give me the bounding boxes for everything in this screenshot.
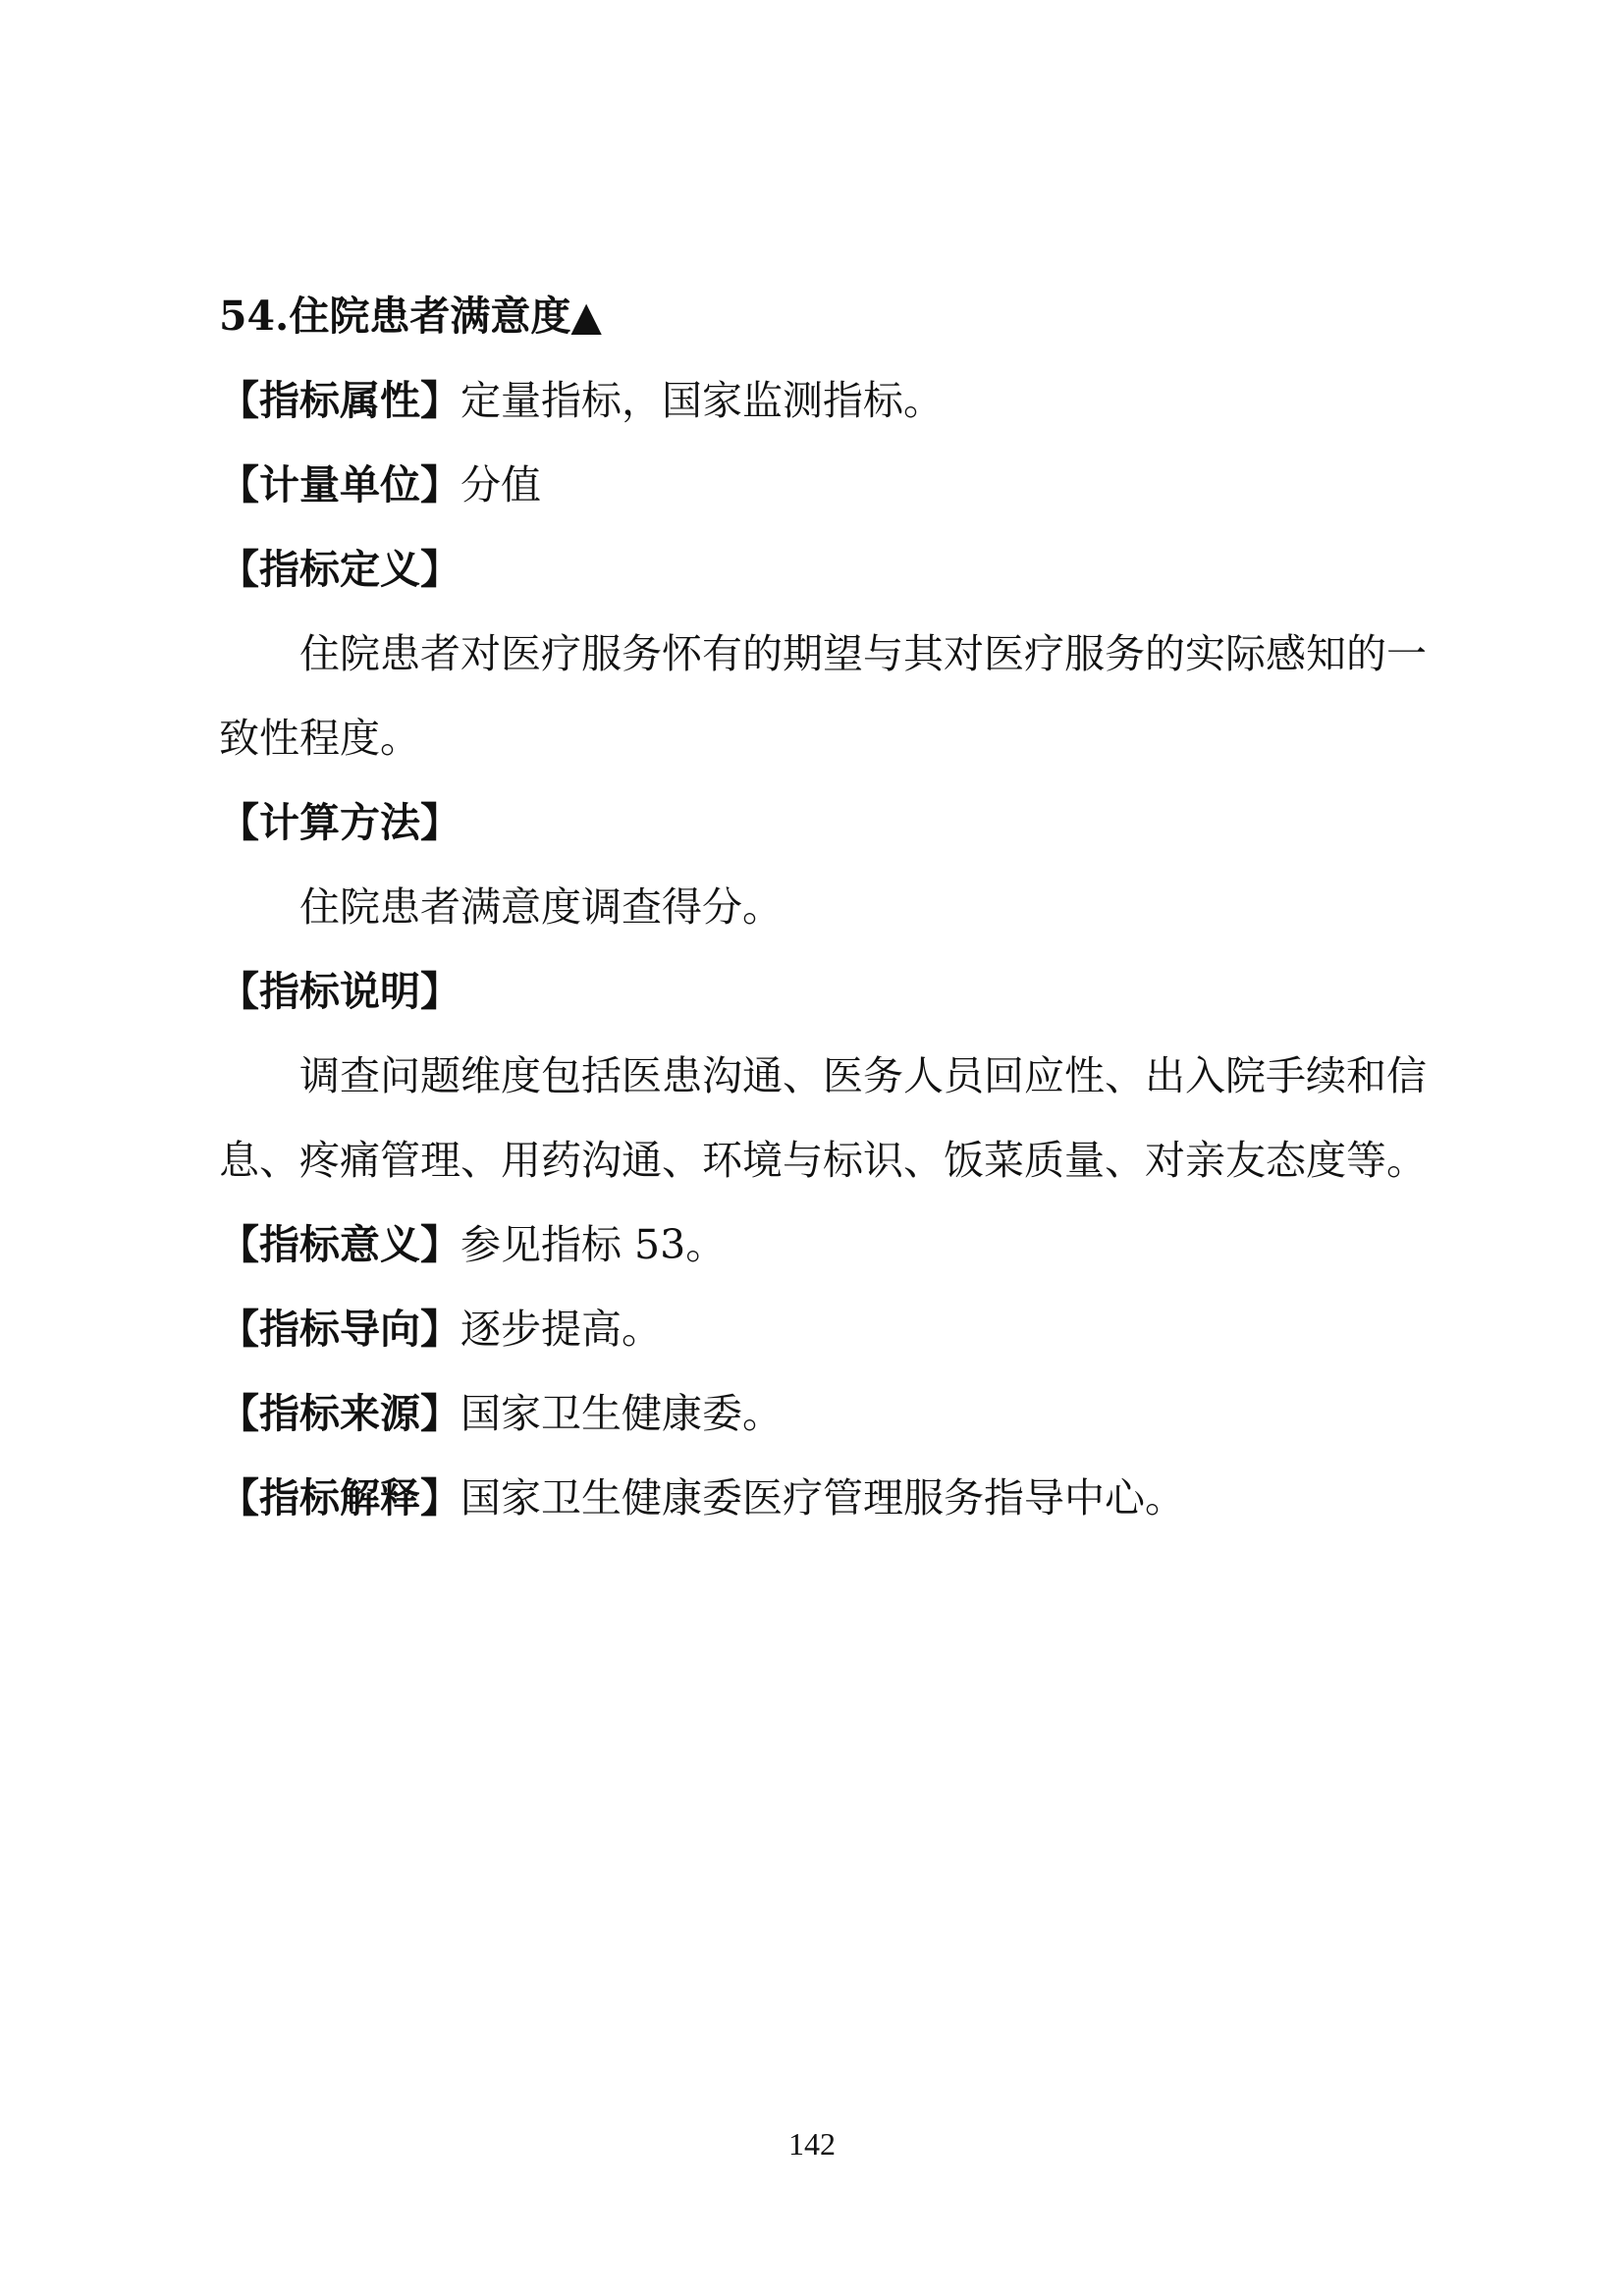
attribute-value: 定量指标，国家监测指标。 [460, 377, 944, 424]
direction-value: 逐步提高。 [460, 1306, 662, 1353]
source-label: 【指标来源】 [219, 1390, 460, 1437]
unit-row [219, 463, 1427, 507]
unit-value: 分值 [460, 461, 541, 508]
direction-row [219, 1308, 1427, 1351]
definition-label: 【指标定义】 [219, 546, 460, 593]
significance-value: 参见指标 53。 [460, 1221, 727, 1268]
interpretation-row [219, 1476, 1427, 1520]
document-body [219, 294, 1427, 1561]
interpretation-value: 国家卫生健康委医疗管理服务指导中心。 [460, 1474, 1185, 1522]
section-title: 54.住院患者满意度▲ [219, 293, 602, 340]
explanation-text: 调查问题维度包括医患沟通、医务人员回应性、出入院手续和信息、疼痛管理、用药沟通、环境与标识、饭菜质量、对亲友态度等。 [219, 1052, 1427, 1184]
definition-text: 住院患者对医疗服务怀有的期望与其对医疗服务的实际感知的一致性程度。 [219, 630, 1427, 762]
significance-label: 【指标意义】 [219, 1221, 460, 1268]
attribute-label: 【指标属性】 [219, 377, 460, 424]
attribute-row [219, 379, 1427, 422]
calculation-label: 【计算方法】 [219, 799, 460, 846]
source-row [219, 1392, 1427, 1435]
direction-label: 【指标导向】 [219, 1306, 460, 1353]
explanation-row [219, 970, 1427, 1013]
explanation-label: 【指标说明】 [219, 968, 460, 1015]
calculation-text: 住院患者满意度调查得分。 [299, 883, 783, 931]
unit-label: 【计量单位】 [219, 461, 460, 508]
definition-row [219, 548, 1427, 591]
page-number: 142 [788, 2126, 836, 2162]
source-value: 国家卫生健康委。 [460, 1390, 783, 1437]
significance-row [219, 1223, 1427, 1266]
interpretation-label: 【指标解释】 [219, 1474, 460, 1522]
calculation-row [219, 801, 1427, 844]
